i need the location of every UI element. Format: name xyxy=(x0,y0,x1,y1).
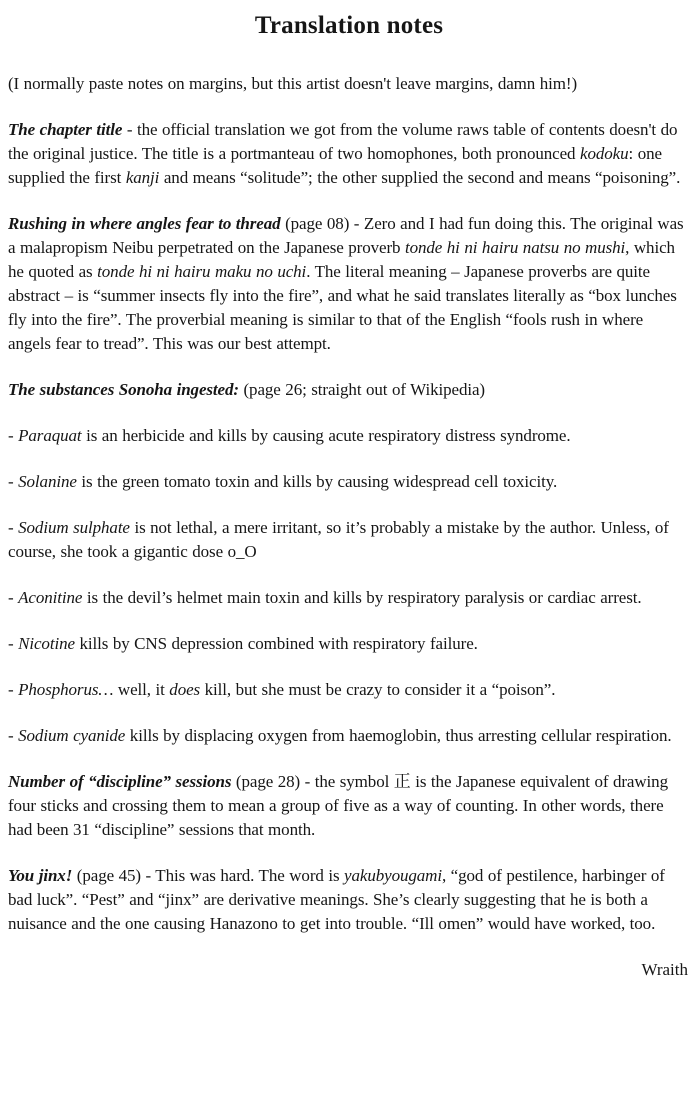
paragraph xyxy=(8,470,690,494)
signature: Wraith xyxy=(641,960,688,979)
text-run: (page 26; straight out of Wikipedia) xyxy=(238,380,485,399)
text-run: , which he quoted as xyxy=(8,238,675,281)
text-run: - xyxy=(8,726,19,745)
paragraph xyxy=(8,212,690,356)
text-run: - xyxy=(8,426,19,445)
paragraph xyxy=(8,118,690,190)
paragraph xyxy=(8,724,690,748)
text-run: tonde hi ni hairu maku no uchi xyxy=(97,262,307,281)
text-run: (page 45) - This was hard. The word is xyxy=(72,866,345,885)
paragraph xyxy=(8,72,690,96)
text-run: is not lethal, a mere irritant, so it’s probably a mistake by the author. Unless, of course, she took a gigantic dose o_O xyxy=(8,518,669,561)
text-run: Rushing in where angles fear to thread xyxy=(8,214,281,233)
text-run: kill, but she must be crazy to consider it a “poison”. xyxy=(200,680,556,699)
text-run: is the green tomato toxin and kills by causing widespread cell toxicity. xyxy=(76,472,558,491)
text-run: kodoku xyxy=(580,144,629,163)
text-run: kills by CNS depression combined with respiratory failure. xyxy=(74,634,478,653)
text-run: - xyxy=(8,588,19,607)
paragraph xyxy=(8,632,690,656)
text-run: is an herbicide and kills by causing acute respiratory distress syndrome. xyxy=(81,426,571,445)
text-run: yakubyougami xyxy=(344,866,442,885)
text-run: - xyxy=(8,518,19,537)
paragraph xyxy=(8,586,690,610)
text-run: You jinx! xyxy=(8,866,73,885)
text-run: - xyxy=(8,472,19,491)
text-run: tonde hi ni hairu natsu no mushi xyxy=(404,238,626,257)
text-run: - the official translation we got from the volume raws table of contents doesn't do the original justice. The title is a portmanteau of two homophones, both pronounced xyxy=(8,120,678,163)
text-run: Paraquat xyxy=(18,426,82,445)
text-run: Number of “discipline” sessions xyxy=(8,772,232,791)
text-run: does xyxy=(169,680,201,699)
text-run: Nicotine xyxy=(18,634,75,653)
text-run: , “god of pestilence, harbinger of bad luck”. “Pest” and “jinx” are derivative meanings. She’s clearly suggesting that he is both a nuisance and the one causing Hanazono to get into trouble. “Ill omen” would have worked, too. xyxy=(8,866,665,933)
text-run: - xyxy=(8,680,19,699)
paragraph xyxy=(8,770,690,842)
paragraph xyxy=(8,424,690,448)
text-run: : one supplied the first xyxy=(8,144,662,187)
text-run: and means “solitude”; the other supplied the second and means “poisoning”. xyxy=(159,168,681,187)
text-run: kills by displacing oxygen from haemoglobin, thus arresting cellular respiration. xyxy=(125,726,672,745)
text-run: (I normally paste notes on margins, but this artist doesn't leave margins, damn him!) xyxy=(8,74,578,93)
text-run: (page 28) - the symbol 正 is the Japanese equivalent of drawing four sticks and crossing them to mean a group of five as a way of counting. In other words, there had been 31 “discipline” sessions that month. xyxy=(8,772,668,839)
text-run: Sodium cyanide xyxy=(18,726,126,745)
text-run: The substances Sonoha ingested: xyxy=(8,380,239,399)
paragraph xyxy=(8,678,690,702)
paragraph xyxy=(8,378,690,402)
text-run: kanji xyxy=(125,168,160,187)
paragraph xyxy=(8,516,690,564)
text-run: (page 08) - Zero and I had fun doing this. The original was a malapropism Neibu perpetrated on the Japanese proverb xyxy=(8,214,684,257)
text-run: . The literal meaning – Japanese proverbs are quite abstract – is “summer insects fly into the fire”, and what he said translates literally as “box lunches fly into the fire”. The proverbial meaning is similar to that of the English “fools rush in where angels fear to tread”. This was our best attempt. xyxy=(8,262,677,353)
text-run: is the devil’s helmet main toxin and kills by respiratory paralysis or cardiac arrest. xyxy=(82,588,642,607)
text-run: Aconitine xyxy=(18,588,83,607)
text-run: - xyxy=(8,634,19,653)
document-body xyxy=(8,72,690,936)
page-title: Translation notes xyxy=(254,12,444,39)
text-run: well, it xyxy=(113,680,170,699)
text-run: Sodium sulphate xyxy=(18,518,130,537)
paragraph xyxy=(8,864,690,936)
text-run: Solanine xyxy=(18,472,77,491)
text-run: Phosphorus… xyxy=(18,680,114,699)
text-run: The chapter title xyxy=(8,120,123,139)
